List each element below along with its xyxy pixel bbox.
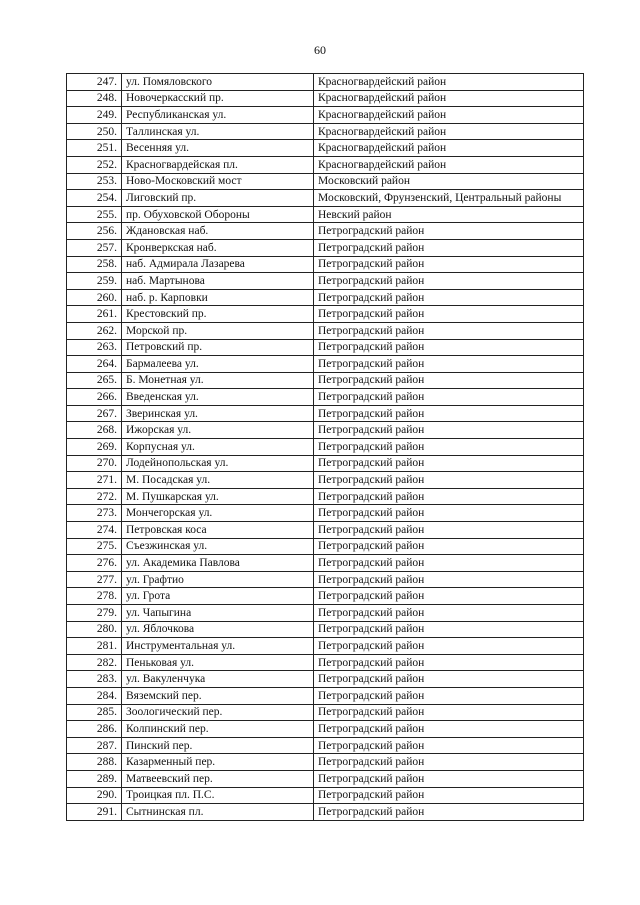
street-name: ул. Вакуленчука [122,671,314,688]
table-row [67,472,584,489]
table-row [67,173,584,190]
row-number: 287. [67,737,122,754]
row-number: 280. [67,621,122,638]
row-number: 265. [67,372,122,389]
row-number: 278. [67,588,122,605]
district-name: Красногвардейский район [314,107,584,124]
table-row [67,555,584,572]
row-number: 270. [67,455,122,472]
street-name: наб. Адмирала Лазарева [122,256,314,273]
district-name: Петроградский район [314,804,584,821]
district-name: Красногвардейский район [314,90,584,107]
street-name: ул. Чапыгина [122,605,314,622]
row-number: 251. [67,140,122,157]
district-name: Петроградский район [314,389,584,406]
district-name: Петроградский район [314,239,584,256]
row-number: 262. [67,322,122,339]
street-name: Ижорская ул. [122,422,314,439]
row-number: 290. [67,787,122,804]
row-number: 285. [67,704,122,721]
row-number: 275. [67,538,122,555]
street-name: Крестовский пр. [122,306,314,323]
street-name: Пинский пер. [122,737,314,754]
row-number: 272. [67,488,122,505]
district-name: Петроградский район [314,721,584,738]
table-row [67,339,584,356]
table-row [67,356,584,373]
district-name: Петроградский район [314,654,584,671]
row-number: 288. [67,754,122,771]
row-number: 268. [67,422,122,439]
row-number: 266. [67,389,122,406]
street-name: М. Пушкарская ул. [122,488,314,505]
district-name: Невский район [314,206,584,223]
district-name: Петроградский район [314,488,584,505]
table-row [67,322,584,339]
table-row [67,190,584,207]
table-row [67,206,584,223]
row-number: 289. [67,770,122,787]
street-name: ул. Графтио [122,571,314,588]
row-number: 264. [67,356,122,373]
district-name: Петроградский район [314,522,584,539]
row-number: 250. [67,123,122,140]
table-row [67,306,584,323]
street-name: Троицкая пл. П.С. [122,787,314,804]
street-name: ул. Грота [122,588,314,605]
district-name: Петроградский район [314,505,584,522]
district-name: Петроградский район [314,638,584,655]
street-name: Бармалеева ул. [122,356,314,373]
district-name: Петроградский район [314,472,584,489]
street-name: Введенская ул. [122,389,314,406]
district-name: Петроградский район [314,422,584,439]
table-body [67,74,584,821]
table-row [67,372,584,389]
street-name: ул. Яблочкова [122,621,314,638]
district-name: Петроградский район [314,339,584,356]
street-name: М. Посадская ул. [122,472,314,489]
street-name: Таллинская ул. [122,123,314,140]
street-name: Вяземский пер. [122,687,314,704]
row-number: 274. [67,522,122,539]
table-row [67,223,584,240]
row-number: 279. [67,605,122,622]
row-number: 276. [67,555,122,572]
street-name: Б. Монетная ул. [122,372,314,389]
row-number: 282. [67,654,122,671]
district-name: Петроградский район [314,704,584,721]
street-name: Новочеркасский пр. [122,90,314,107]
street-name: Красногвардейская пл. [122,156,314,173]
row-number: 249. [67,107,122,124]
street-name: Лодейнопольская ул. [122,455,314,472]
street-name: Казарменный пер. [122,754,314,771]
district-name: Московский район [314,173,584,190]
table-row [67,273,584,290]
district-name: Петроградский район [314,588,584,605]
row-number: 253. [67,173,122,190]
table-row [67,571,584,588]
district-name: Петроградский район [314,687,584,704]
district-name: Петроградский район [314,621,584,638]
table-row [67,538,584,555]
street-name: Матвеевский пер. [122,770,314,787]
table-row [67,522,584,539]
table-row [67,770,584,787]
row-number: 254. [67,190,122,207]
street-name: Петровская коса [122,522,314,539]
district-name: Петроградский район [314,356,584,373]
street-name: Пеньковая ул. [122,654,314,671]
row-number: 263. [67,339,122,356]
table-row [67,140,584,157]
district-name: Красногвардейский район [314,140,584,157]
table-row [67,787,584,804]
district-name: Красногвардейский район [314,123,584,140]
district-name: Красногвардейский район [314,74,584,91]
district-name: Московский, Фрунзенский, Центральный районы [314,190,584,207]
table-row [67,605,584,622]
table-row [67,638,584,655]
district-name: Красногвардейский район [314,156,584,173]
district-name: Петроградский район [314,223,584,240]
street-name: Морской пр. [122,322,314,339]
row-number: 267. [67,405,122,422]
street-name: Колпинский пер. [122,721,314,738]
page-number: 60 [314,43,326,57]
district-name: Петроградский район [314,754,584,771]
street-name: Весенняя ул. [122,140,314,157]
street-name: Мончегорская ул. [122,505,314,522]
table-row [67,289,584,306]
street-name: наб. Мартынова [122,273,314,290]
row-number: 281. [67,638,122,655]
row-number: 256. [67,223,122,240]
district-name: Петроградский район [314,605,584,622]
row-number: 247. [67,74,122,91]
row-number: 248. [67,90,122,107]
street-name: Лиговский пр. [122,190,314,207]
district-name: Петроградский район [314,372,584,389]
street-name: Кронверкская наб. [122,239,314,256]
district-name: Петроградский район [314,256,584,273]
table-row [67,704,584,721]
district-name: Петроградский район [314,770,584,787]
row-number: 258. [67,256,122,273]
district-name: Петроградский район [314,306,584,323]
district-name: Петроградский район [314,439,584,456]
table-row [67,455,584,472]
street-name: пр. Обуховской Обороны [122,206,314,223]
table-row [67,239,584,256]
table-row [67,754,584,771]
district-name: Петроградский район [314,671,584,688]
district-name: Петроградский район [314,455,584,472]
table-row [67,389,584,406]
row-number: 259. [67,273,122,290]
table-row [67,422,584,439]
street-name: Петровский пр. [122,339,314,356]
street-name: Зоологический пер. [122,704,314,721]
table-row [67,107,584,124]
district-name: Петроградский район [314,405,584,422]
table-row [67,721,584,738]
table-row [67,737,584,754]
street-name: Съезжинская ул. [122,538,314,555]
row-number: 271. [67,472,122,489]
district-name: Петроградский район [314,787,584,804]
table-row [67,74,584,91]
street-district-table [66,73,584,821]
street-name: Республиканская ул. [122,107,314,124]
row-number: 277. [67,571,122,588]
street-name: Сытнинская пл. [122,804,314,821]
table-row [67,654,584,671]
table-row [67,156,584,173]
table-row [67,488,584,505]
table-row [67,687,584,704]
district-name: Петроградский район [314,289,584,306]
street-name: Корпусная ул. [122,439,314,456]
row-number: 260. [67,289,122,306]
table-row [67,90,584,107]
table-row [67,588,584,605]
table-row [67,439,584,456]
row-number: 269. [67,439,122,456]
row-number: 252. [67,156,122,173]
district-name: Петроградский район [314,538,584,555]
table-row [67,804,584,821]
table-row [67,123,584,140]
district-name: Петроградский район [314,737,584,754]
street-name: ул. Академика Павлова [122,555,314,572]
row-number: 255. [67,206,122,223]
street-name: ул. Помяловского [122,74,314,91]
street-name: Инструментальная ул. [122,638,314,655]
table-row [67,505,584,522]
district-name: Петроградский район [314,273,584,290]
street-name: наб. р. Карповки [122,289,314,306]
district-name: Петроградский район [314,571,584,588]
table-row [67,405,584,422]
table-row [67,621,584,638]
district-name: Петроградский район [314,555,584,572]
row-number: 283. [67,671,122,688]
row-number: 284. [67,687,122,704]
street-name: Ждановская наб. [122,223,314,240]
street-name: Зверинская ул. [122,405,314,422]
street-name: Ново-Московский мост [122,173,314,190]
table-row [67,256,584,273]
row-number: 286. [67,721,122,738]
table-row [67,671,584,688]
row-number: 257. [67,239,122,256]
row-number: 273. [67,505,122,522]
district-name: Петроградский район [314,322,584,339]
row-number: 291. [67,804,122,821]
row-number: 261. [67,306,122,323]
